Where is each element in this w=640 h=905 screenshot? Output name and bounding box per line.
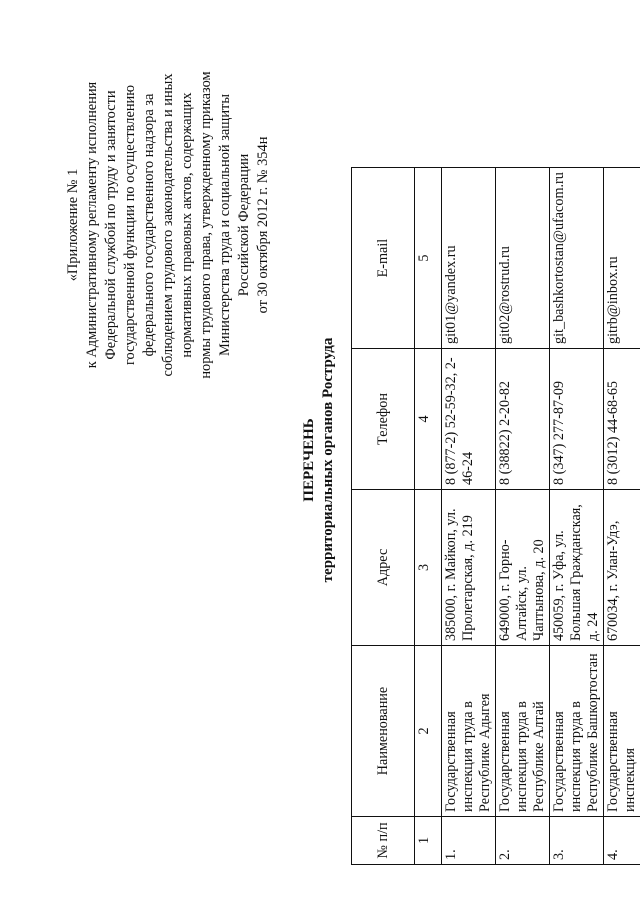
- column-number: 1: [415, 817, 442, 865]
- column-number: 5: [415, 168, 442, 349]
- row-number: 3.: [550, 817, 604, 865]
- row-number: 4.: [604, 817, 640, 865]
- address: 670034, г. Улан-Удэ,: [604, 490, 640, 646]
- column-header-email: E-mail: [352, 168, 415, 349]
- appendix-line: от 30 октября 2012 г. № 354н: [255, 136, 271, 314]
- email: git_bashkortostan@ufacom.ru: [550, 168, 604, 349]
- row-number: 1.: [442, 817, 496, 865]
- column-number: 2: [415, 646, 442, 817]
- appendix-line: нормы трудового права, утвержденному приказом: [198, 71, 214, 379]
- address: 649000, г. Горно-Алтайск, ул. Чаптынова, д. 20: [496, 490, 550, 646]
- appendix-line: «Приложение № 1: [65, 168, 81, 282]
- table-header-row: [352, 168, 415, 865]
- inspection-name: Государственная инспекция: [604, 646, 640, 817]
- column-number: 4: [415, 349, 442, 490]
- table-row: [496, 168, 550, 865]
- row-number: 2.: [496, 817, 550, 865]
- table-row: [442, 168, 496, 865]
- column-header-address: Адрес: [352, 490, 415, 646]
- appendix-line: к Административному регламенту исполнения: [84, 81, 100, 369]
- phone: 8 (347) 277-87-09: [550, 349, 604, 490]
- appendix-line: Федеральной службой по труду и занятости: [103, 90, 119, 360]
- list-subtitle: территориальных органов Роструда: [320, 337, 336, 583]
- phone: 8 (38822) 2-20-82: [496, 349, 550, 490]
- email: gitrb@inbox.ru: [604, 168, 640, 349]
- phone: 8 (877-2) 52-59-32, 2-46-24: [442, 349, 496, 490]
- column-header-number: № п/п: [352, 817, 415, 865]
- address: 385000, г. Майкоп, ул. Пролетарская, д. 219: [442, 490, 496, 646]
- email: git02@rostrud.ru: [496, 168, 550, 349]
- column-numbers-row: [415, 168, 442, 865]
- table-row: [550, 168, 604, 865]
- appendix-line: государственной функции по осуществлению: [122, 85, 138, 365]
- list-heading: [300, 225, 338, 695]
- phone: 8 (3012) 44-68-65: [604, 349, 640, 490]
- email: git01@yandex.ru: [442, 168, 496, 349]
- inspection-name: Государственная инспекция труда в Республике Башкортостан: [550, 646, 604, 817]
- appendix-line: федерального государственного надзора за: [141, 93, 157, 357]
- column-header-phone: Телефон: [352, 349, 415, 490]
- appendix-line: соблюдением трудового законодательства и иных: [160, 73, 176, 377]
- appendix-line: Российской Федерации: [236, 153, 252, 297]
- appendix-line: Министерства труда и социальной защиты: [217, 93, 233, 357]
- list-title: ПЕРЕЧЕНЬ: [301, 418, 317, 502]
- column-number: 3: [415, 490, 442, 646]
- territorial-bodies-table: [351, 167, 640, 865]
- inspection-name: Государственная инспекция труда в Республике Адыгея: [442, 646, 496, 817]
- inspection-name: Государственная инспекция труда в Республике Алтай: [496, 646, 550, 817]
- address: 450059, г. Уфа, ул. Большая Гражданская, д. 24: [550, 490, 604, 646]
- appendix-header: [64, 15, 273, 435]
- appendix-line: нормативных правовых актов, содержащих: [179, 92, 195, 358]
- table-row: [604, 168, 640, 865]
- column-header-name: Наименование: [352, 646, 415, 817]
